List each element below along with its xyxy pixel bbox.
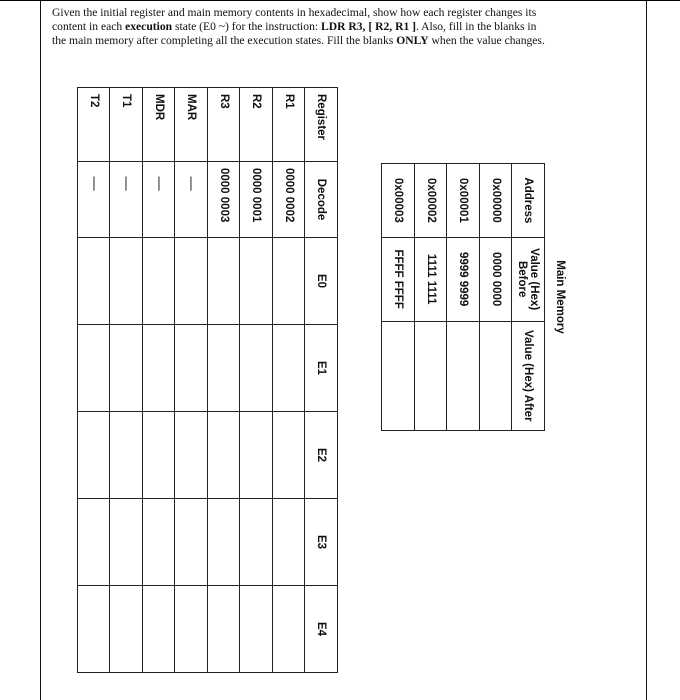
reg-header-e3: E3 (305, 499, 338, 586)
state-cell[interactable] (143, 238, 176, 325)
register-name: T1 (110, 88, 143, 162)
table-row (208, 88, 241, 673)
register-decode-value: ----- (143, 162, 176, 238)
left-margin-line (40, 0, 41, 700)
mm-after-blank[interactable] (382, 321, 415, 431)
mm-before: FFFF FFFF (382, 237, 415, 321)
state-cell[interactable] (240, 325, 273, 412)
register-decode-value: ----- (78, 162, 111, 238)
register-table (77, 87, 338, 673)
mm-after-blank[interactable] (447, 321, 480, 431)
table-row (143, 88, 176, 673)
state-cell[interactable] (143, 412, 176, 499)
table-row (273, 88, 306, 673)
state-cell[interactable] (208, 238, 241, 325)
state-cell[interactable] (208, 499, 241, 586)
table-row (110, 88, 143, 673)
main-memory-table (382, 163, 577, 431)
state-cell[interactable] (273, 238, 306, 325)
instruction-line-2e: . Also, fill in the blanks in (416, 20, 537, 33)
instructions-text (52, 6, 640, 48)
table-row (480, 164, 513, 431)
register-decode-value: ----- (175, 162, 208, 238)
state-cell[interactable] (110, 325, 143, 412)
reg-header-e0: E0 (305, 238, 338, 325)
state-cell[interactable] (175, 325, 208, 412)
reg-header-e4: E4 (305, 586, 338, 673)
mm-address: 0x00002 (415, 164, 448, 238)
mm-address: 0x00001 (447, 164, 480, 238)
instruction-line-1 (52, 6, 640, 20)
reg-header-e2: E2 (305, 412, 338, 499)
register-name: R3 (208, 88, 241, 162)
reg-header-e1: E1 (305, 325, 338, 412)
mm-header-before: Value (Hex) Before (512, 237, 545, 321)
state-cell[interactable] (110, 238, 143, 325)
state-cell[interactable] (143, 325, 176, 412)
top-border (0, 0, 680, 1)
register-name: MDR (143, 88, 176, 162)
state-cell[interactable] (240, 499, 273, 586)
state-cell[interactable] (208, 586, 241, 673)
state-cell[interactable] (78, 586, 111, 673)
state-cell[interactable] (110, 499, 143, 586)
state-cell[interactable] (175, 412, 208, 499)
state-cell[interactable] (143, 499, 176, 586)
mm-header-after: Value (Hex) After (512, 321, 545, 431)
main-memory-title: Main Memory (545, 164, 577, 431)
instruction-line-3c: when the value changes. (428, 34, 545, 47)
instruction-ldr: LDR R3, [ R2, R1 ] (321, 20, 416, 33)
table-row (240, 88, 273, 673)
mm-address: 0x00000 (480, 164, 513, 238)
state-cell[interactable] (240, 238, 273, 325)
state-cell[interactable] (273, 412, 306, 499)
state-cell[interactable] (273, 325, 306, 412)
state-cell[interactable] (273, 499, 306, 586)
register-name: MAR (175, 88, 208, 162)
state-cell[interactable] (78, 325, 111, 412)
state-cell[interactable] (175, 238, 208, 325)
state-cell[interactable] (78, 499, 111, 586)
state-cell[interactable] (240, 586, 273, 673)
table-row (382, 164, 415, 431)
right-margin-line (646, 0, 647, 700)
mm-after-blank[interactable] (480, 321, 513, 431)
instruction-line-3a: the main memory after completing all the execution states. Fill the blanks (52, 34, 397, 47)
mm-before: 0000 0000 (480, 237, 513, 321)
state-cell[interactable] (78, 238, 111, 325)
instruction-line-2a: content in each (52, 20, 126, 33)
mm-after-blank[interactable] (415, 321, 448, 431)
register-decode-value: 0000 0003 (208, 162, 241, 238)
instruction-line-2 (52, 20, 640, 34)
register-name: R2 (240, 88, 273, 162)
state-cell[interactable] (273, 586, 306, 673)
state-cell[interactable] (208, 412, 241, 499)
instruction-only-word: ONLY (396, 34, 429, 47)
state-cell[interactable] (110, 586, 143, 673)
table-row (175, 88, 208, 673)
mm-before: 1111 1111 (415, 237, 448, 321)
instruction-line-2c: state (E0 ~) for the instruction: (172, 20, 321, 33)
register-decode-value: 0000 0002 (273, 162, 306, 238)
state-cell[interactable] (143, 586, 176, 673)
state-cell[interactable] (78, 412, 111, 499)
instruction-execution-word: execution (125, 20, 173, 33)
register-decode-value: 0000 0001 (240, 162, 273, 238)
state-cell[interactable] (240, 412, 273, 499)
state-cell[interactable] (175, 586, 208, 673)
table-row (415, 164, 448, 431)
register-decode-value: ----- (110, 162, 143, 238)
state-cell[interactable] (110, 412, 143, 499)
instruction-line-1-text: Given the initial register and main memory contents in hexadecimal, show how each register changes its (52, 6, 537, 19)
register-name: R1 (273, 88, 306, 162)
register-name: T2 (78, 88, 111, 162)
reg-header-decode: Decode (305, 162, 338, 238)
state-cell[interactable] (208, 325, 241, 412)
instruction-line-3 (52, 34, 640, 48)
mm-address: 0x00003 (382, 164, 415, 238)
register-header-row (305, 88, 338, 673)
reg-header-register: Register (305, 88, 338, 162)
table-row (78, 88, 111, 673)
state-cell[interactable] (175, 499, 208, 586)
mm-before: 9999 9999 (447, 237, 480, 321)
table-row (447, 164, 480, 431)
mm-header-address: Address (512, 164, 545, 238)
